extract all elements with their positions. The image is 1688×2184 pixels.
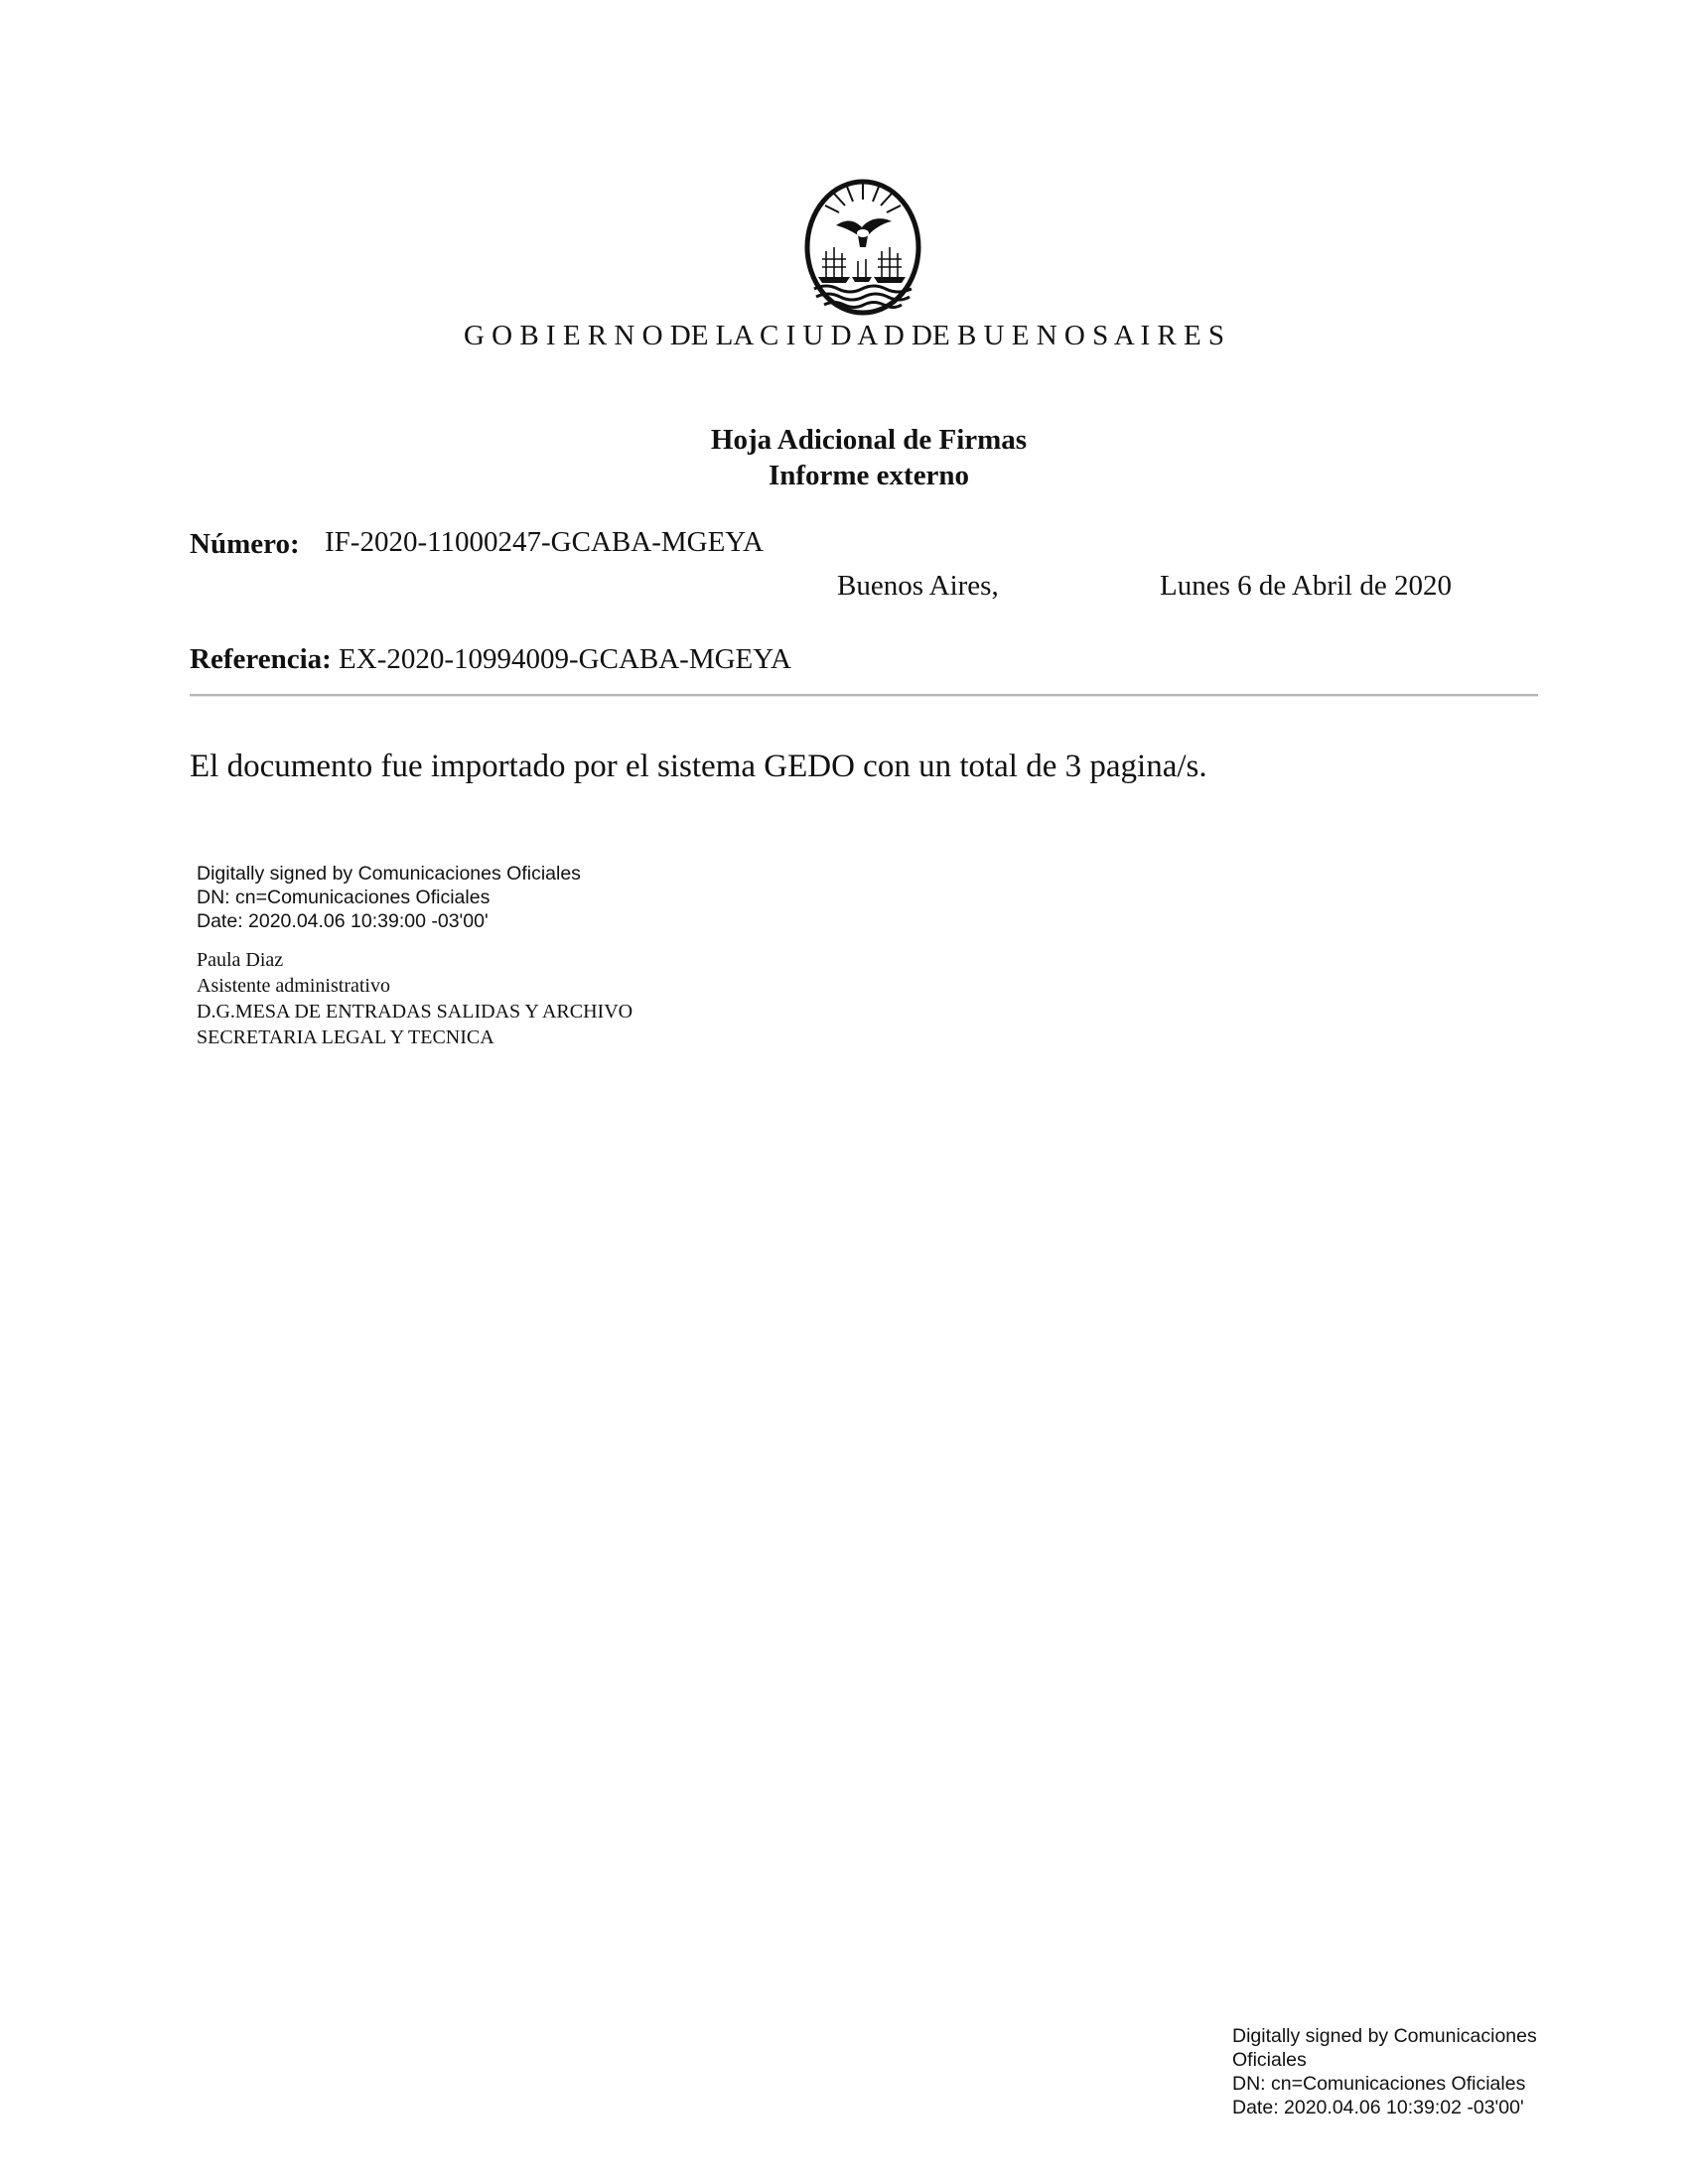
body-text: El documento fue importado por el sistema GEDO con un total de 3 pagina/s.: [190, 749, 1207, 784]
signature-dn: DN: cn=Comunicaciones Oficiales: [197, 887, 491, 908]
government-name: G O B I E R N O DE LA C I U D A D DE B U E N O S A I R E S: [463, 320, 1225, 351]
signature-dn: DN: cn=Comunicaciones Oficiales: [1232, 2073, 1526, 2095]
place: Buenos Aires,: [837, 570, 999, 602]
document-date: Lunes 6 de Abril de 2020: [1160, 570, 1452, 602]
signer-secretariat: SECRETARIA LEGAL Y TECNICA: [197, 1026, 494, 1048]
digital-signature-block-footer: [1232, 2024, 1590, 2119]
buenos-aires-city-seal-icon: [802, 174, 923, 318]
signature-line-continued: Oficiales: [1232, 2049, 1307, 2071]
referencia-value: EX-2020-10994009-GCABA-MGEYA: [339, 643, 791, 675]
signature-date: Date: 2020.04.06 10:39:00 -03'00': [197, 910, 489, 932]
divider: [190, 694, 1538, 697]
signature-line: Digitally signed by Comunicaciones Oficiales: [197, 863, 581, 885]
numero-label: Número:: [190, 528, 300, 560]
signer-block: [197, 947, 633, 1050]
numero-value: IF-2020-11000247-GCABA-MGEYA: [325, 526, 764, 558]
document-title-line-2: Informe externo: [768, 460, 970, 491]
signer-position: Asistente administrativo: [197, 975, 390, 997]
referencia-label: Referencia:: [190, 643, 332, 675]
signer-name: Paula Diaz: [197, 949, 284, 971]
signer-department: D.G.MESA DE ENTRADAS SALIDAS Y ARCHIVO: [197, 1001, 633, 1023]
signature-line: Digitally signed by Comunicaciones: [1232, 2025, 1537, 2047]
digital-signature-block: [197, 862, 581, 933]
document-title-line-1: Hoja Adicional de Firmas: [710, 424, 1028, 456]
signature-date: Date: 2020.04.06 10:39:02 -03'00': [1232, 2097, 1524, 2118]
document-title: [0, 422, 1688, 493]
referencia: [190, 643, 791, 676]
